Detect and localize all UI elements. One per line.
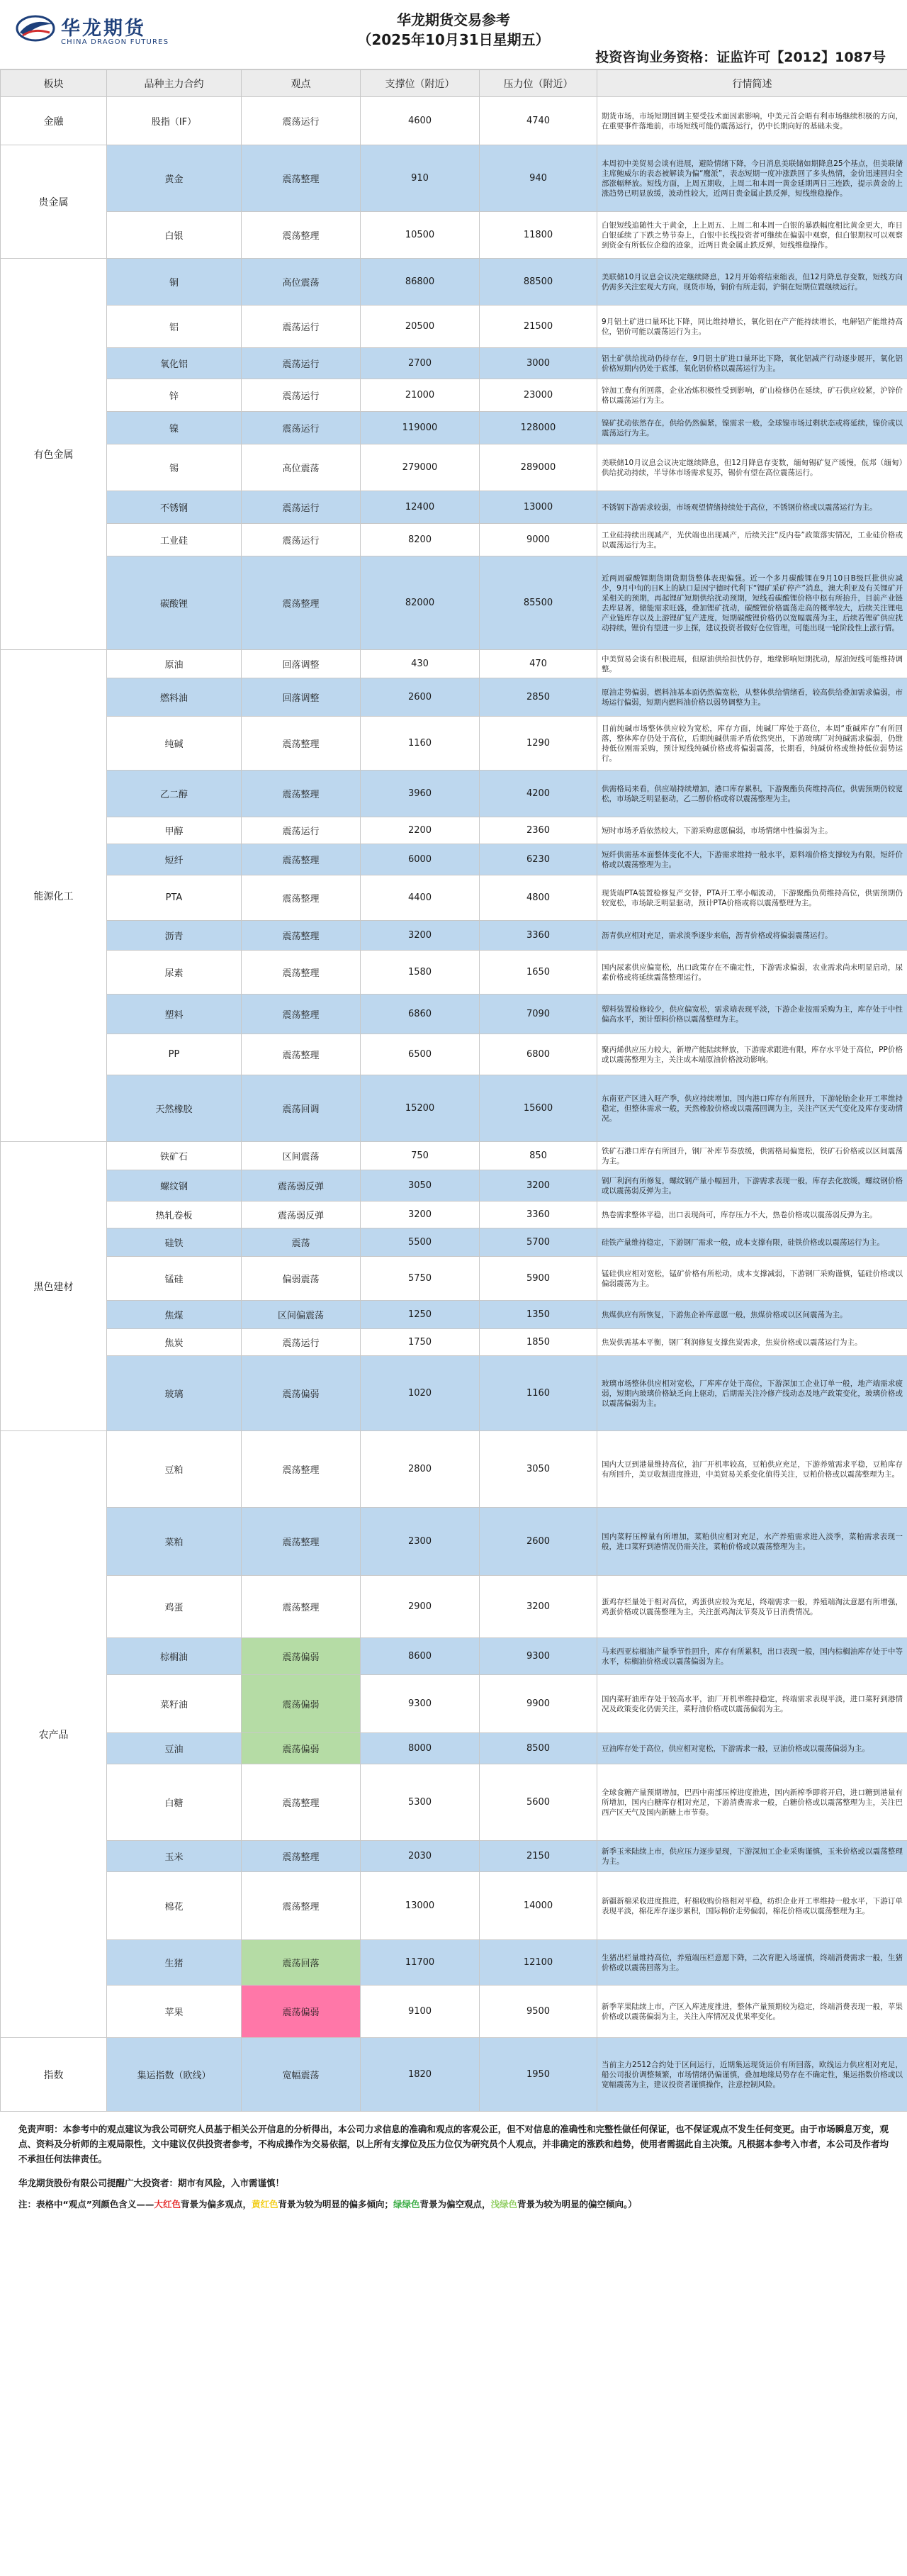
table-row <box>1 379 907 412</box>
table-row <box>1 97 907 145</box>
contract-name: 鸡蛋 <box>107 1576 242 1638</box>
view-cell: 震荡整理 <box>242 771 361 817</box>
sector-name: 指数 <box>1 2038 107 2112</box>
market-description: 国内尿素供应偏宽松，出口政策存在不确定性，下游需求偏弱，农业需求尚未明显启动，尿素价格或将延续震荡整理运行。 <box>597 951 907 995</box>
contract-name: 原油 <box>107 650 242 678</box>
table-row <box>1 444 907 491</box>
support-level: 3200 <box>361 1202 480 1228</box>
column-header-support: 支撑位（附近） <box>361 70 480 97</box>
contract-name: 股指（IF） <box>107 97 242 145</box>
table-row <box>1 951 907 995</box>
table-row <box>1 1940 907 1986</box>
pressure-level: 128000 <box>480 412 597 444</box>
pressure-level: 14000 <box>480 1872 597 1940</box>
trading-reference-table <box>0 69 907 2112</box>
note-red-label: 大红色 <box>154 2199 181 2210</box>
market-description: 目前纯碱市场整体供应较为宽松，库存方面，纯碱厂库处于高位，本周“重碱库存”有所回落，整体库存仍处于高位，后期纯碱供需矛盾依然突出，下游玻璃厂对纯碱需求偏弱，仍维持低位刚需采购，预计短线纯碱价格或将偏弱震荡，长期看，纯碱价格或维持低位弱势运行。 <box>597 717 907 771</box>
page-title: 华龙期货交易参考 <box>397 11 510 28</box>
table-row <box>1 1508 907 1576</box>
market-description: 锰硅供应相对宽松，锰矿价格有所松动，成本支撑减弱，下游钢厂采购谨慎，锰硅价格或以偏弱震荡为主。 <box>597 1257 907 1301</box>
table-row <box>1 2038 907 2112</box>
support-level: 750 <box>361 1142 480 1170</box>
contract-name: 短纤 <box>107 844 242 875</box>
sector-name: 金融 <box>1 97 107 145</box>
view-cell: 震荡整理 <box>242 995 361 1034</box>
pressure-level: 1850 <box>480 1329 597 1356</box>
contract-name: 沥青 <box>107 921 242 951</box>
note-green-text: 背景为偏空观点， <box>419 2199 491 2210</box>
pressure-level: 11800 <box>480 212 597 259</box>
support-level: 1160 <box>361 717 480 771</box>
support-level: 3050 <box>361 1170 480 1202</box>
contract-name: 氧化铝 <box>107 348 242 379</box>
support-level: 86800 <box>361 259 480 306</box>
note-lightgreen-label: 浅绿色 <box>490 2199 518 2210</box>
contract-name: 乙二醇 <box>107 771 242 817</box>
support-level: 1820 <box>361 2038 480 2112</box>
market-description: 当前主力2512合约处于区间运行，近期集运现货运价有所回落，欧线运力供应相对充足，船公司报价调整频繁，市场情绪仍偏谨慎，叠加地缘局势存在不确定性，集运指数价格或以宽幅震荡为主，建议投资者谨慎操作，注意控制风险。 <box>597 2038 907 2112</box>
support-level: 1580 <box>361 951 480 995</box>
pressure-level: 3360 <box>480 1202 597 1228</box>
pressure-level: 3200 <box>480 1576 597 1638</box>
view-cell: 震荡 <box>242 1228 361 1257</box>
pressure-level: 21500 <box>480 306 597 348</box>
market-description: 国内大豆到港量维持高位，油厂开机率较高，豆粕供应充足，下游养殖需求平稳，豆粕库存有所回升，美豆收割进度推进，中美贸易关系变化值得关注，豆粕价格或以震荡整理为主。 <box>597 1431 907 1508</box>
contract-name: 铜 <box>107 259 242 306</box>
support-level: 5500 <box>361 1228 480 1257</box>
view-cell: 震荡运行 <box>242 379 361 412</box>
market-description: 焦煤供应有所恢复，下游焦企补库意愿一般，焦煤价格或以区间震荡为主。 <box>597 1301 907 1329</box>
support-level: 8600 <box>361 1638 480 1675</box>
support-level: 2600 <box>361 678 480 717</box>
note-red-text: 背景为偏多观点， <box>180 2199 252 2210</box>
pressure-level: 9900 <box>480 1675 597 1733</box>
support-level: 20500 <box>361 306 480 348</box>
contract-name: 棕榈油 <box>107 1638 242 1675</box>
pressure-level: 850 <box>480 1142 597 1170</box>
market-description: 塑料装置检修较少，供应偏宽松，需求端表现平淡，下游企业按需采购为主，库存处于中性偏高水平，预计塑料价格以震荡整理为主。 <box>597 995 907 1034</box>
support-level: 2030 <box>361 1841 480 1872</box>
market-description: 国内菜籽压榨量有所增加，菜粕供应相对充足，水产养殖需求进入淡季，菜粕需求表现一般，进口菜籽到港情况仍需关注，菜粕价格或以震荡整理为主。 <box>597 1508 907 1576</box>
sector-name: 有色金属 <box>1 259 107 650</box>
column-header-pressure: 压力位（附近） <box>480 70 597 97</box>
logo-chinese-name: 华龙期货 <box>61 18 146 40</box>
market-description: 美联储10月议息会议决定继续降息，但12月降息存变数，缅甸锡矿复产缓慢，佤邦（缅甸）供给扰动持续，半导体市场需求复苏，锡价有望在高位震荡运行。 <box>597 444 907 491</box>
view-cell: 震荡运行 <box>242 817 361 844</box>
sector-name: 农产品 <box>1 1431 107 2038</box>
pressure-level: 1950 <box>480 2038 597 2112</box>
support-level: 9100 <box>361 1986 480 2038</box>
support-level: 2800 <box>361 1431 480 1508</box>
contract-name: 白糖 <box>107 1764 242 1841</box>
contract-name: 纯碱 <box>107 717 242 771</box>
support-level: 5750 <box>361 1257 480 1301</box>
table-row <box>1 1675 907 1733</box>
view-cell: 震荡整理 <box>242 1431 361 1508</box>
table-row <box>1 1356 907 1431</box>
table-row <box>1 1638 907 1675</box>
market-description: 期货市场，市场短期回调主要受技术面因素影响，中美元首会晤有利市场继续积极的方向，在重要事件落地前，市场短线可能仍震荡运行，仍中长期向好的基础未变。 <box>597 97 907 145</box>
contract-name: 生猪 <box>107 1940 242 1986</box>
table-row <box>1 1872 907 1940</box>
market-description: 硅铁产量维持稳定，下游钢厂需求一般，成本支撑有限，硅铁价格或以震荡运行为主。 <box>597 1228 907 1257</box>
pressure-level: 7090 <box>480 995 597 1034</box>
table-row <box>1 1075 907 1142</box>
support-level: 8000 <box>361 1733 480 1764</box>
market-description: 全球食糖产量预期增加，巴西中南部压榨进度推进，国内新榨季即将开启，进口糖到港量有所增加，国内白糖库存相对充足，下游消费需求一般，白糖价格或以震荡整理为主，关注巴西产区天气及国内新糖上市节奏。 <box>597 1764 907 1841</box>
contract-name: 玉米 <box>107 1841 242 1872</box>
table-header-row <box>1 70 907 97</box>
pressure-level: 15600 <box>480 1075 597 1142</box>
contract-name: 集运指数（欧线） <box>107 2038 242 2112</box>
market-description: 白银短线追随性大于黄金，上上周五、上周二和本周一白银的暴跌幅度相比黄金更大，昨日白银延续了下跌之势节奏上，白银中长线投资者可继续在偏弱中观察，但白银期权可以观察到资金有所低位企稳的迹象，近两日贵金属止跌反弹，短线维稳操作。 <box>597 212 907 259</box>
view-cell: 震荡偏弱 <box>242 1638 361 1675</box>
market-description: 镍矿扰动依然存在，供给仍然偏紧，镍需求一般，全球镍市场过剩状态或将延续，镍价或以震荡运行为主。 <box>597 412 907 444</box>
contract-name: 碳酸锂 <box>107 556 242 650</box>
table-row <box>1 771 907 817</box>
view-cell: 震荡整理 <box>242 844 361 875</box>
pressure-level: 13000 <box>480 491 597 524</box>
table-row <box>1 306 907 348</box>
pressure-level: 289000 <box>480 444 597 491</box>
pressure-level: 12100 <box>480 1940 597 1986</box>
contract-name: 焦炭 <box>107 1329 242 1356</box>
pressure-level: 3360 <box>480 921 597 951</box>
note-yellow-text: 背景为较为明显的偏多倾向； <box>278 2199 393 2210</box>
market-description: 马来西亚棕榈油产量季节性回升，库存有所累积，出口表现一般，国内棕榈油库存处于中等水平，棕榈油价格或以震荡偏弱为主。 <box>597 1638 907 1675</box>
contract-name: 焦煤 <box>107 1301 242 1329</box>
table-row <box>1 1986 907 2038</box>
support-level: 430 <box>361 650 480 678</box>
table-row <box>1 1034 907 1075</box>
contract-name: 铝 <box>107 306 242 348</box>
table-row <box>1 524 907 556</box>
contract-name: 燃料油 <box>107 678 242 717</box>
pressure-level: 4800 <box>480 875 597 921</box>
view-cell: 震荡偏弱 <box>242 1356 361 1431</box>
view-cell: 震荡运行 <box>242 306 361 348</box>
market-description: 工业硅持续出现减产，光伏端也出现减产，后续关注“反内卷”政策落实情况，工业硅价格或以震荡运行为主。 <box>597 524 907 556</box>
column-header-description: 行情简述 <box>597 70 907 97</box>
table-row <box>1 348 907 379</box>
table-row <box>1 259 907 306</box>
market-description: 铝土矿供给扰动仍待存在，9月铝土矿进口量环比下降，氧化铝减产行动逐步展开，氧化铝价格短期内仍处于底部，氧化铝价格以震荡运行为主。 <box>597 348 907 379</box>
view-cell: 震荡整理 <box>242 212 361 259</box>
contract-name: 锌 <box>107 379 242 412</box>
contract-name: 甲醇 <box>107 817 242 844</box>
market-description: 铁矿石港口库存有所回升，钢厂补库节奏放缓，供需格局偏宽松，铁矿石价格或以区间震荡为主。 <box>597 1142 907 1170</box>
table-body <box>1 97 907 2112</box>
view-cell: 区间偏震荡 <box>242 1301 361 1329</box>
support-level: 4600 <box>361 97 480 145</box>
market-description: 豆油库存处于高位，供应相对宽松，下游需求一般，豆油价格或以震荡偏弱为主。 <box>597 1733 907 1764</box>
pressure-level: 6800 <box>480 1034 597 1075</box>
support-level: 82000 <box>361 556 480 650</box>
view-cell: 震荡偏弱 <box>242 1986 361 2038</box>
column-header-view: 观点 <box>242 70 361 97</box>
market-description: 短时市场矛盾依然较大，下游采购意愿偏弱，市场情绪中性偏弱为主。 <box>597 817 907 844</box>
view-cell: 高位震荡 <box>242 259 361 306</box>
view-cell: 震荡整理 <box>242 951 361 995</box>
pressure-level: 5900 <box>480 1257 597 1301</box>
market-description: 东南亚产区进入旺产季，供应持续增加，国内港口库存有所回升，下游轮胎企业开工率维持稳定，但整体需求一般，天然橡胶价格或以震荡回调为主，关注产区天气变化及库存变动情况。 <box>597 1075 907 1142</box>
market-description: 本周初中美贸易会谈有进展，避险情绪下降，今日消息美联储如期降息25个基点，但美联储主席鲍威尔的表态被解读为偏“鹰派”，表态短期一度冲涨跌回了多头热情，金价迅速回归全部涨幅释放。短线方面，上周五期收，上周二和本周一黄金延期两日三连跌，提示黄金的上涨趋势已明显放缓，波动性较大，近两日贵金属止跌反弹，短线维稳操作。 <box>597 145 907 212</box>
table-row <box>1 995 907 1034</box>
table-row <box>1 1733 907 1764</box>
pressure-level: 2360 <box>480 817 597 844</box>
note-yellow-label: 黄红色 <box>251 2199 278 2210</box>
pressure-level: 2600 <box>480 1508 597 1576</box>
support-level: 6000 <box>361 844 480 875</box>
contract-name: PP <box>107 1034 242 1075</box>
support-level: 11700 <box>361 1940 480 1986</box>
contract-name: 尿素 <box>107 951 242 995</box>
report-footer <box>0 2112 907 2210</box>
view-cell: 震荡回调 <box>242 1075 361 1142</box>
note-green-label: 绿绿色 <box>393 2199 420 2210</box>
pressure-level: 8500 <box>480 1733 597 1764</box>
contract-name: 玻璃 <box>107 1356 242 1431</box>
table-row <box>1 212 907 259</box>
view-cell: 震荡回落 <box>242 1940 361 1986</box>
market-description: 国内菜籽油库存处于较高水平，油厂开机率维持稳定，终端需求表现平淡，进口菜籽到港情况及政策变化仍需关注，菜籽油价格或以震荡偏弱为主。 <box>597 1675 907 1733</box>
contract-name: 菜粕 <box>107 1508 242 1576</box>
support-level: 1250 <box>361 1301 480 1329</box>
market-description: 生猪出栏量维持高位，养殖端压栏意愿下降，二次育肥入场谨慎，终端消费需求一般，生猪价格或以震荡回落为主。 <box>597 1940 907 1986</box>
column-header-contract: 品种主力合约 <box>107 70 242 97</box>
pressure-level: 88500 <box>480 259 597 306</box>
pressure-level: 1350 <box>480 1301 597 1329</box>
support-level: 2200 <box>361 817 480 844</box>
contract-name: 锡 <box>107 444 242 491</box>
table-row <box>1 491 907 524</box>
table-row <box>1 556 907 650</box>
table-row <box>1 1228 907 1257</box>
contract-name: 硅铁 <box>107 1228 242 1257</box>
view-cell: 震荡整理 <box>242 1576 361 1638</box>
contract-name: 锰硅 <box>107 1257 242 1301</box>
pressure-level: 3200 <box>480 1170 597 1202</box>
table-row <box>1 1576 907 1638</box>
view-cell: 震荡整理 <box>242 1508 361 1576</box>
view-cell: 震荡整理 <box>242 1872 361 1940</box>
pressure-level: 6230 <box>480 844 597 875</box>
view-cell: 震荡运行 <box>242 412 361 444</box>
table-row <box>1 1301 907 1329</box>
view-cell: 偏弱震荡 <box>242 1257 361 1301</box>
table-row <box>1 1142 907 1170</box>
support-level: 1750 <box>361 1329 480 1356</box>
table-row <box>1 844 907 875</box>
table-row <box>1 678 907 717</box>
contract-name: 豆粕 <box>107 1431 242 1508</box>
table-row <box>1 1764 907 1841</box>
contract-name: 苹果 <box>107 1986 242 2038</box>
support-level: 2700 <box>361 348 480 379</box>
pressure-level: 3050 <box>480 1431 597 1508</box>
pressure-level: 1160 <box>480 1356 597 1431</box>
table-row <box>1 650 907 678</box>
contract-name: 铁矿石 <box>107 1142 242 1170</box>
contract-name: 热轧卷板 <box>107 1202 242 1228</box>
risk-warning: 华龙期货股份有限公司提醒广大投资者：期市有风险，入市需谨慎！ <box>18 2178 285 2188</box>
market-description: 热卷需求整体平稳，出口表现尚可，库存压力不大，热卷价格或以震荡弱反弹为主。 <box>597 1202 907 1228</box>
support-level: 279000 <box>361 444 480 491</box>
contract-name: 菜籽油 <box>107 1675 242 1733</box>
market-description: 新季玉米陆续上市，供应压力逐步显现，下游深加工企业采购谨慎，玉米价格或以震荡整理为主。 <box>597 1841 907 1872</box>
table-row <box>1 1431 907 1508</box>
table-row <box>1 875 907 921</box>
table-row <box>1 817 907 844</box>
market-description: 不锈钢下游需求较弱，市场观望情绪持续处于高位，不锈钢价格或以震荡运行为主。 <box>597 491 907 524</box>
view-cell: 宽幅震荡 <box>242 2038 361 2112</box>
view-cell: 震荡整理 <box>242 875 361 921</box>
support-level: 15200 <box>361 1075 480 1142</box>
market-description: 短纤供需基本面整体变化不大，下游需求维持一般水平，原料端价格支撑较为有限，短纤价格或以震荡整理为主。 <box>597 844 907 875</box>
pressure-level: 1650 <box>480 951 597 995</box>
market-description: 钢厂利润有所修复，螺纹钢产量小幅回升，下游需求表现一般，库存去化放缓，螺纹钢价格或以震荡弱反弹为主。 <box>597 1170 907 1202</box>
view-cell: 高位震荡 <box>242 444 361 491</box>
view-cell: 震荡运行 <box>242 1329 361 1356</box>
market-description: 焦炭供需基本平衡，钢厂利润修复支撑焦炭需求，焦炭价格或以震荡运行为主。 <box>597 1329 907 1356</box>
view-cell: 震荡运行 <box>242 491 361 524</box>
view-cell: 震荡整理 <box>242 1034 361 1075</box>
pressure-level: 5600 <box>480 1764 597 1841</box>
view-cell: 区间震荡 <box>242 1142 361 1170</box>
pressure-level: 4740 <box>480 97 597 145</box>
contract-name: 螺纹钢 <box>107 1170 242 1202</box>
market-description: 沥青供应相对充足，需求淡季逐步来临，沥青价格或将偏弱震荡运行。 <box>597 921 907 951</box>
pressure-level: 2850 <box>480 678 597 717</box>
market-description: 9月铝土矿进口量环比下降，同比维持增长，氧化铝在产产能持续增长，电解铝产能维持高位，铝价可能以震荡运行为主。 <box>597 306 907 348</box>
support-level: 10500 <box>361 212 480 259</box>
column-header-sector: 板块 <box>1 70 107 97</box>
report-header <box>0 0 907 69</box>
table-row <box>1 1202 907 1228</box>
market-description: 新季苹果陆续上市，产区入库进度推进，整体产量预期较为稳定，终端消费表现一般，苹果价格或以震荡偏弱为主，关注入库情况及优果率变化。 <box>597 1986 907 2038</box>
view-cell: 震荡整理 <box>242 921 361 951</box>
market-description: 美联储10月议息会议决定继续降息，12月开始将结束缩表，但12月降息存变数，短线方向仍需多关注宏观大方向，现货市场，铜价有所走弱，沪铜在短期位置继续运行。 <box>597 259 907 306</box>
contract-name: 不锈钢 <box>107 491 242 524</box>
table-row <box>1 1170 907 1202</box>
market-description: 新疆新棉采收进度推进，籽棉收购价格相对平稳，纺织企业开工率维持一般水平，下游订单表现平淡，棉花库存逐步累积，国际棉价走势偏弱，棉花价格或以震荡整理为主。 <box>597 1872 907 1940</box>
view-cell: 震荡偏弱 <box>242 1733 361 1764</box>
market-description: 聚丙烯供应压力较大，新增产能陆续释放，下游需求跟进有限，库存水平处于高位，PP价格或以震荡整理为主，关注成本端原油价格波动影响。 <box>597 1034 907 1075</box>
pressure-level: 470 <box>480 650 597 678</box>
table-row <box>1 145 907 212</box>
support-level: 6500 <box>361 1034 480 1075</box>
support-level: 4400 <box>361 875 480 921</box>
support-level: 910 <box>361 145 480 212</box>
contract-name: PTA <box>107 875 242 921</box>
contract-name: 豆油 <box>107 1733 242 1764</box>
support-level: 3960 <box>361 771 480 817</box>
table-row <box>1 717 907 771</box>
support-level: 8200 <box>361 524 480 556</box>
support-level: 21000 <box>361 379 480 412</box>
market-description: 现货端PTA装置检修复产交替，PTA开工率小幅波动，下游聚酯负荷维持高位，供需预期仍较宽松，市场缺乏明显驱动，预计PTA价格或将以震荡整理为主。 <box>597 875 907 921</box>
support-level: 119000 <box>361 412 480 444</box>
logo-english-name: CHINA DRAGON FUTURES <box>61 38 169 46</box>
table-row <box>1 1841 907 1872</box>
support-level: 6860 <box>361 995 480 1034</box>
view-cell: 震荡弱反弹 <box>242 1202 361 1228</box>
pressure-level: 4200 <box>480 771 597 817</box>
pressure-level: 2150 <box>480 1841 597 1872</box>
market-description: 蛋鸡存栏量处于相对高位，鸡蛋供应较为充足，终端需求一般，养殖端淘汰意愿有所增强，鸡蛋价格或以震荡整理为主，关注蛋鸡淘汰节奏及节日消费情况。 <box>597 1576 907 1638</box>
support-level: 2900 <box>361 1576 480 1638</box>
view-cell: 回落调整 <box>242 678 361 717</box>
support-level: 2300 <box>361 1508 480 1576</box>
table-row <box>1 1329 907 1356</box>
pressure-level: 5700 <box>480 1228 597 1257</box>
support-level: 9300 <box>361 1675 480 1733</box>
view-cell: 震荡运行 <box>242 524 361 556</box>
contract-name: 镍 <box>107 412 242 444</box>
market-description: 近两周碳酸锂期货期货期货整体表现偏强。近一个多月碳酸锂在9月10日B级巨批供应减少，9月中旬的日K上的缺口是因宁德时代利下“锂矿采矿停产”消息，澳大利亚及有关锂矿开采相关的预期，再起锂矿短期供给扰动预期，短线看碳酸锂价格中枢有所抬升，目前产业链去库显著，储能需求旺盛，叠加锂矿扰动，碳酸锂价格震荡走高的概率较大，后续关注锂电产业链库存以及上游锂矿复产进度，短期碳酸锂价格仍以宽幅震荡为主，后续若锂矿供应扰动持续，锂价有望进一步上探，建议投资者做好仓位管理，可能出现一轮阶段性上涨行情。 <box>597 556 907 650</box>
table-row <box>1 1257 907 1301</box>
support-level: 12400 <box>361 491 480 524</box>
contract-name: 黄金 <box>107 145 242 212</box>
table-row <box>1 921 907 951</box>
market-description: 中美贸易会谈有积极进展，但原油供给担忧仍存，地缘影响短期扰动，原油短线可能维持调整。 <box>597 650 907 678</box>
market-description: 玻璃市场整体供应相对宽松，厂库库存处于高位，下游深加工企业订单一般，地产端需求疲弱，短期内玻璃价格缺乏向上驱动，后期需关注冷修产线动态及地产政策变化，玻璃价格或以震荡偏弱为主。 <box>597 1356 907 1431</box>
pressure-level: 9300 <box>480 1638 597 1675</box>
view-cell: 震荡整理 <box>242 1841 361 1872</box>
sector-name: 贵金属 <box>1 145 107 259</box>
pressure-level: 1290 <box>480 717 597 771</box>
market-description: 锌加工费有所回落，企业冶炼积极性受到影响，矿山检修仍在延续，矿石供应较紧，沪锌价格以震荡运行为主。 <box>597 379 907 412</box>
market-description: 原油走势偏弱，燃料油基本面仍然偏宽松，从整体供给情绪看，较高供给叠加需求偏弱，市场运行偏弱，短期内燃料油价格以弱势调整为主。 <box>597 678 907 717</box>
pressure-level: 9000 <box>480 524 597 556</box>
pressure-level: 3000 <box>480 348 597 379</box>
view-cell: 震荡偏弱 <box>242 1675 361 1733</box>
view-cell: 震荡运行 <box>242 97 361 145</box>
support-level: 13000 <box>361 1872 480 1940</box>
contract-name: 塑料 <box>107 995 242 1034</box>
report-date: （2025年10月31日星期五） <box>357 31 550 48</box>
license-number: 投资咨询业务资格：证监许可【2012】1087号 <box>595 50 886 65</box>
support-level: 3200 <box>361 921 480 951</box>
pressure-level: 9500 <box>480 1986 597 2038</box>
market-description: 供需格局来看，供应端持续增加，港口库存累积，下游聚酯负荷维持高位，供需预期仍较宽松，市场缺乏明显驱动，乙二醇价格或将以震荡整理为主。 <box>597 771 907 817</box>
view-cell: 震荡整理 <box>242 145 361 212</box>
table-row <box>1 412 907 444</box>
color-legend-note <box>18 2197 889 2210</box>
view-cell: 震荡整理 <box>242 1764 361 1841</box>
contract-name: 工业硅 <box>107 524 242 556</box>
view-cell: 震荡整理 <box>242 556 361 650</box>
contract-name: 白银 <box>107 212 242 259</box>
contract-name: 棉花 <box>107 1872 242 1940</box>
view-cell: 震荡整理 <box>242 717 361 771</box>
view-cell: 震荡运行 <box>242 348 361 379</box>
sector-name: 能源化工 <box>1 650 107 1142</box>
pressure-level: 85500 <box>480 556 597 650</box>
view-cell: 回落调整 <box>242 650 361 678</box>
disclaimer-text: 免责声明：本参考中的观点建议为我公司研究人员基于相关公开信息的分析得出，本公司力求信息的准确和观点的客观公正，但不对信息的准确性和完整性做任何保证，也不保证观点不发生任何变更。由于市场瞬息万变，观点、资料及分析师的主观局限性，文中建议仅供投资者参考，不构成操作为交易依据，以上所有支撑位及压力位仅为研究员个人观点，并非确定的涨跌和趋势，使用者需据此自主决策。凡根据本参考入市者，本公司及作者均不承担任何法律责任。 <box>18 2124 889 2164</box>
support-level: 1020 <box>361 1356 480 1431</box>
contract-name: 天然橡胶 <box>107 1075 242 1142</box>
support-level: 5300 <box>361 1764 480 1841</box>
note-prefix: 注：表格中“观点”列颜色含义—— <box>18 2199 154 2210</box>
pressure-level: 23000 <box>480 379 597 412</box>
view-cell: 震荡弱反弹 <box>242 1170 361 1202</box>
note-lightgreen-text: 背景为较为明显的偏空倾向。） <box>517 2199 637 2210</box>
pressure-level: 940 <box>480 145 597 212</box>
sector-name: 黑色建材 <box>1 1142 107 1431</box>
